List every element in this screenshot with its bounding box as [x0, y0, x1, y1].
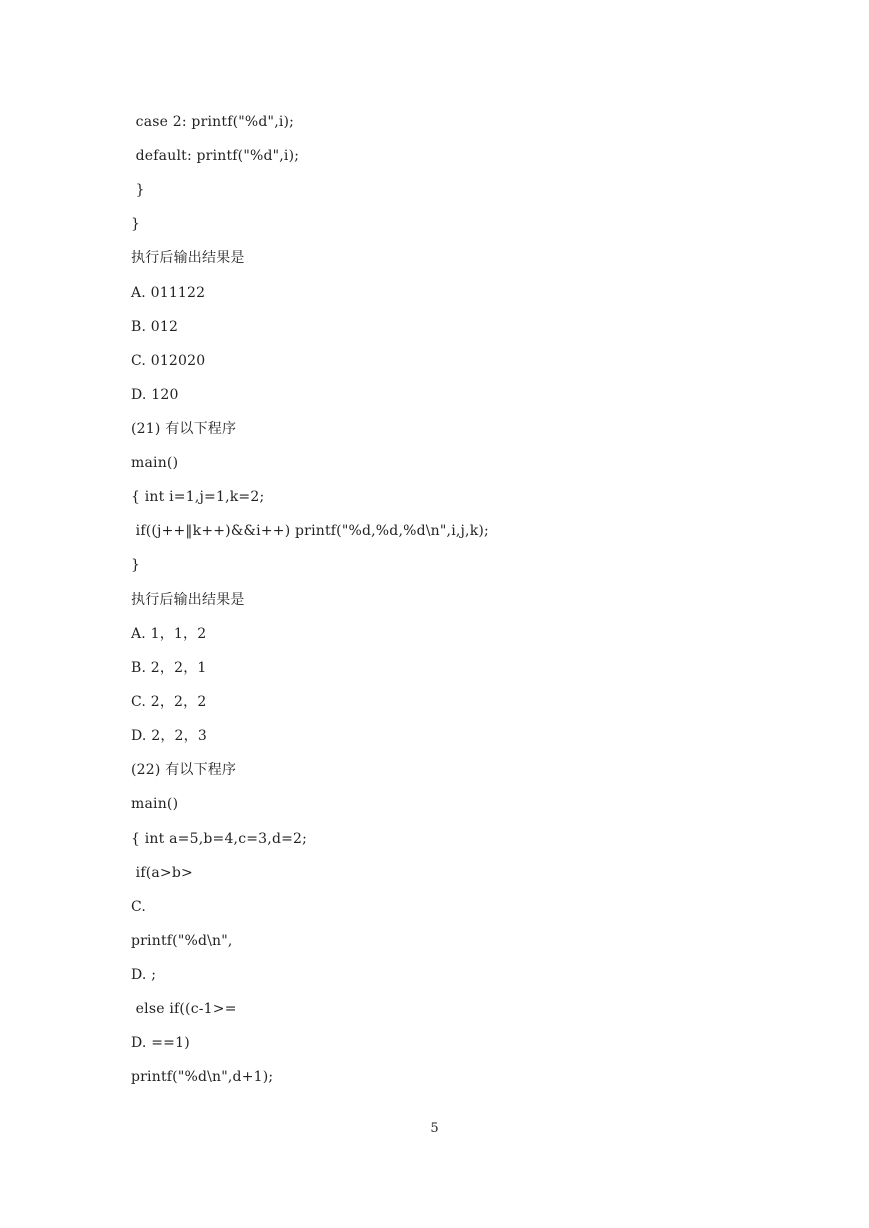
code-line: }: [131, 182, 145, 198]
page-number: 5: [430, 1121, 439, 1136]
code-line: main(): [131, 455, 179, 471]
code-line: printf("%d\n",d+1);: [131, 1069, 274, 1085]
code-line: C.: [131, 899, 147, 915]
code-line: { int i=1,j=1,k=2;: [131, 489, 265, 505]
answer-option: A. 1，1，2: [131, 626, 207, 642]
code-line: main(): [131, 796, 179, 812]
code-line: D. ==1): [131, 1035, 190, 1051]
answer-option: B. 2，2，1: [131, 660, 207, 676]
code-line: if(a>b>: [131, 865, 193, 881]
code-line: default: printf("%d",i);: [131, 148, 300, 164]
answer-option: C. 012020: [131, 353, 206, 369]
answer-option: A. 011122: [131, 285, 206, 301]
question-prompt: 执行后输出结果是: [131, 250, 245, 266]
question-heading: (21) 有以下程序: [131, 421, 237, 437]
answer-option: D. 120: [131, 387, 179, 403]
code-line: if((j++‖k++)&&i++) printf("%d,%d,%d\n",i,j,k);: [131, 523, 489, 539]
code-line: { int a=5,b=4,c=3,d=2;: [131, 831, 308, 847]
code-line: }: [131, 216, 141, 232]
code-line: else if((c-1>=: [131, 1001, 237, 1017]
answer-option: D. 2，2，3: [131, 728, 207, 744]
code-line: D. ;: [131, 967, 157, 983]
code-line: }: [131, 557, 141, 573]
answer-option: B. 012: [131, 319, 179, 335]
question-heading: (22) 有以下程序: [131, 762, 237, 778]
answer-option: C. 2，2，2: [131, 694, 207, 710]
code-line: case 2: printf("%d",i);: [131, 114, 295, 130]
code-line: printf("%d\n",: [131, 933, 233, 949]
question-prompt: 执行后输出结果是: [131, 592, 245, 608]
